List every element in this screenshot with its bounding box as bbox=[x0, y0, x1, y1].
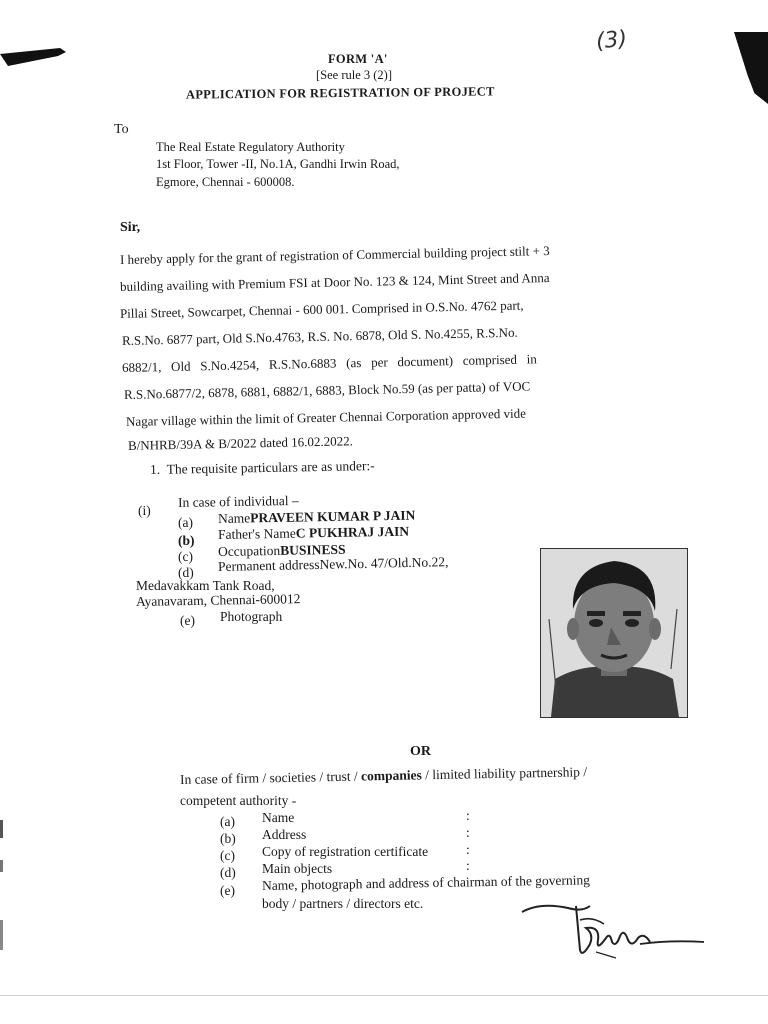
address-label: Permanent address bbox=[217, 556, 320, 574]
scan-mark-left bbox=[0, 40, 70, 68]
body-line-4: R.S.No. 6877 part, Old S.No.4763, R.S. No. 6878, Old S. No.4255, R.S.No. bbox=[121, 324, 518, 348]
firm-item-b-label: Address bbox=[262, 827, 307, 842]
firm-item-c-marker: (c) bbox=[220, 848, 235, 863]
addressee-line-1: The Real Estate Regulatory Authority bbox=[156, 140, 345, 154]
firm-heading-pre: In case of firm / societies / trust / bbox=[179, 768, 362, 787]
occupation-value: BUSINESS bbox=[280, 541, 346, 558]
firm-heading bbox=[180, 764, 587, 788]
addressee-line-2: 1st Floor, Tower -II, No.1A, Gandhi Irwin Road, bbox=[156, 157, 400, 171]
individual-marker: (i) bbox=[138, 503, 151, 518]
firm-item-d-label: Main objects bbox=[262, 861, 333, 876]
handwritten-signature bbox=[520, 898, 720, 968]
address-marker: (d) bbox=[178, 565, 194, 580]
father-value: C PUKHRAJ JAIN bbox=[295, 523, 410, 541]
body-line-8: B/NHRB/39A & B/2022 dated 16.02.2022. bbox=[127, 433, 354, 453]
firm-item-c-label: Copy of registration certificate bbox=[262, 844, 429, 859]
name-value: PRAVEEN KUMAR P JAIN bbox=[250, 507, 416, 526]
body-line-6: R.S.No.6877/2, 6878, 6881, 6882/1, 6883, Block No.59 (as per patta) of VOC bbox=[123, 378, 531, 402]
addressee-line-3: Egmore, Chennai - 600008. bbox=[156, 175, 295, 189]
applicant-photograph bbox=[540, 548, 688, 718]
occupation-marker: (c) bbox=[178, 549, 193, 564]
firm-item-a-colon: : bbox=[466, 808, 470, 823]
body-line-7: Nagar village within the limit of Greater Chennai Corporation approved vide bbox=[125, 405, 527, 429]
firm-heading-post: / limited liability partnership / bbox=[421, 764, 588, 783]
photograph-marker: (e) bbox=[180, 613, 195, 628]
occupation-label: Occupation bbox=[217, 542, 281, 559]
firm-item-e-label: Name, photograph and address of chairman of the governing bbox=[261, 872, 591, 893]
particulars-heading: 1. The requisite particulars are as under:- bbox=[149, 458, 375, 477]
firm-heading-line-2: competent authority - bbox=[180, 793, 297, 808]
firm-item-a-marker: (a) bbox=[220, 814, 235, 829]
form-title: FORM 'A' bbox=[328, 52, 388, 66]
scan-mark-right bbox=[734, 32, 768, 104]
name-marker: (a) bbox=[178, 515, 193, 530]
firm-item-d-marker: (d) bbox=[220, 865, 236, 880]
firm-item-b-colon: : bbox=[466, 825, 470, 840]
page-bottom-edge bbox=[0, 995, 768, 996]
firm-item-b-marker: (b) bbox=[220, 831, 236, 846]
page-number: (3) bbox=[594, 26, 629, 55]
rule-reference: [See rule 3 (2)] bbox=[316, 68, 393, 82]
to-label: To bbox=[114, 122, 129, 137]
firm-item-d-colon: : bbox=[466, 858, 470, 873]
salutation: Sir, bbox=[120, 220, 141, 235]
body-line-5: 6882/1, Old S.No.4254, R.S.No.6883 (as per document) comprised in bbox=[121, 351, 537, 375]
firm-item-e-line-2: body / partners / directors etc. bbox=[262, 896, 424, 911]
firm-item-a-label: Name bbox=[262, 810, 295, 825]
address-line-2: Medavakkam Tank Road, bbox=[136, 578, 275, 593]
address-line-3: Ayanavaram, Chennai-600012 bbox=[135, 591, 301, 609]
father-marker: (b) bbox=[178, 533, 195, 548]
firm-item-c-colon: : bbox=[466, 842, 470, 857]
firm-item-e-marker: (e) bbox=[220, 883, 235, 898]
or-separator: OR bbox=[410, 744, 431, 759]
body-line-1: I hereby apply for the grant of registration of Commercial building project stilt + 3 bbox=[119, 243, 550, 267]
address-value: New.No. 47/Old.No.22, bbox=[319, 554, 449, 572]
father-row bbox=[218, 524, 409, 543]
scan-edge-left bbox=[0, 800, 8, 1000]
name-label: Name bbox=[217, 510, 251, 526]
individual-heading: In case of individual – bbox=[177, 492, 299, 510]
form-subtitle: APPLICATION FOR REGISTRATION OF PROJECT bbox=[185, 84, 495, 102]
address-row bbox=[218, 554, 449, 575]
firm-heading-bold: companies bbox=[360, 767, 422, 784]
body-line-2: building availing with Premium FSI at Door No. 123 & 124, Mint Street and Anna bbox=[119, 270, 550, 294]
photograph-label: Photograph bbox=[220, 609, 283, 624]
body-line-3: Pillai Street, Sowcarpet, Chennai - 600 001. Comprised in O.S.No. 4762 part, bbox=[119, 297, 524, 321]
father-label: Father's Name bbox=[217, 525, 296, 542]
portrait-image bbox=[541, 549, 687, 717]
